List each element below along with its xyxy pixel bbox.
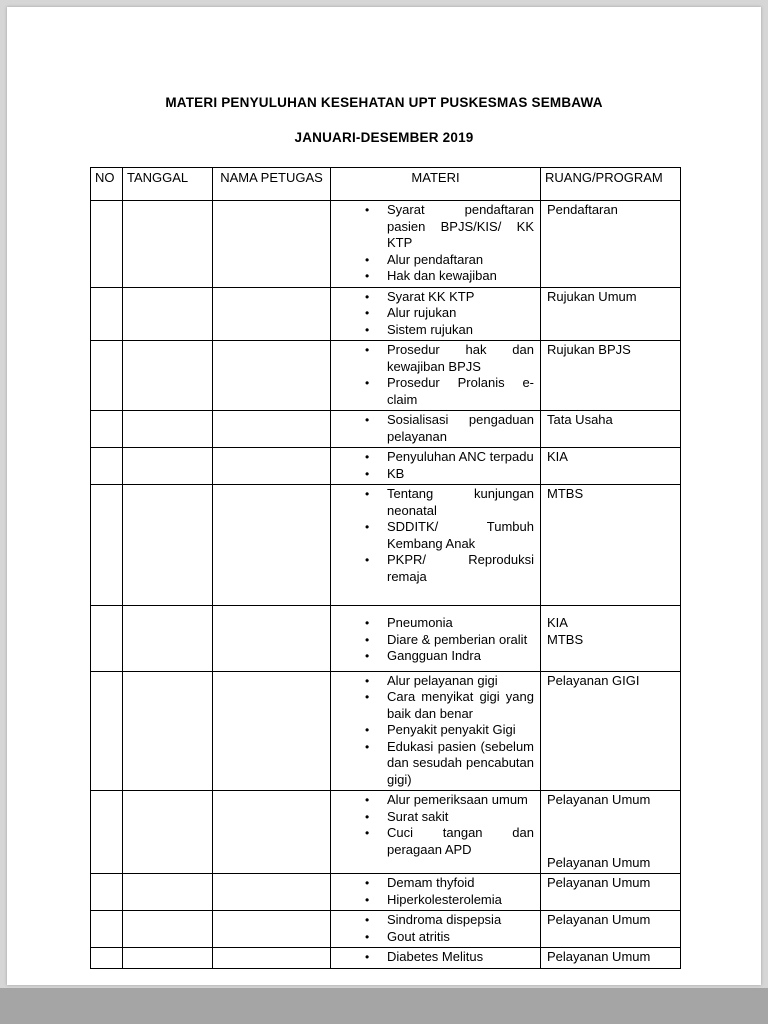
bullet-icon: • [365,826,370,840]
nama-cell [213,671,331,791]
materi-text: Prosedur hak dan kewajiban BPJS [387,342,534,374]
bullet-icon: • [365,306,370,320]
materi-text: Surat sakit [387,808,449,824]
header-materi: MATERI [331,168,541,201]
materi-item [337,268,534,285]
ruang-cell [541,485,681,606]
no-cell [91,606,123,672]
materi-cell [331,948,541,969]
nama-cell [213,606,331,672]
materi-text: Diabetes Melitus [387,949,484,964]
materi-text: Syarat KK KTP [387,288,475,304]
document-page [7,7,761,985]
no-cell [91,948,123,969]
materi-cell [331,874,541,911]
materi-text: Alur pendaftaran [387,251,484,267]
table-row [91,448,681,485]
materi-text: Gout atritis [387,928,450,944]
table-row [91,874,681,911]
nama-cell [213,948,331,969]
materi-item [337,892,534,909]
materi-item [337,792,534,809]
materi-item [337,912,534,929]
tanggal-cell [123,948,213,969]
materi-text: SDDITK/ Tumbuh Kembang Anak [387,519,534,551]
materi-item [337,722,534,739]
table-row [91,606,681,672]
bullet-icon: • [365,809,370,824]
tanggal-cell [123,201,213,288]
nama-cell [213,411,331,448]
bullet-icon: • [365,343,370,357]
bullet-icon: • [365,413,370,427]
materi-item [337,929,534,946]
materi-item [337,466,534,483]
ruang-cell [541,606,681,672]
page-gap-band [0,988,768,1024]
table-row [91,791,681,874]
no-cell [91,201,123,288]
bullet-icon: • [365,252,370,267]
materi-text: Sistem rujukan [387,321,473,337]
materi-text: Alur rujukan [387,305,457,320]
materi-cell [331,201,541,288]
bullet-icon: • [365,322,370,337]
header-row [91,168,681,201]
tanggal-cell [123,791,213,874]
materi-text: Edukasi pasien (sebelum dan sesudah pencabutan gigi) [387,738,534,787]
materi-item [337,252,534,269]
document-subtitle: JANUARI-DESEMBER 2019 [294,130,474,145]
materi-text: Pneumonia [387,615,453,630]
no-cell [91,448,123,485]
tanggal-cell [123,341,213,411]
ruang-cell [541,671,681,791]
bullet-icon: • [365,466,370,481]
table-row [91,411,681,448]
bullet-icon: • [365,892,370,907]
materi-item [337,949,534,966]
materi-cell [331,911,541,948]
bullet-icon: • [365,632,370,647]
materi-item [337,449,534,466]
bullet-icon: • [365,649,370,663]
materi-item [337,342,534,375]
ruang-cell [541,411,681,448]
ruang-cell [541,341,681,411]
materi-cell [331,791,541,874]
no-cell [91,874,123,911]
materi-cell [331,606,541,672]
materi-text: Cara menyikat gigi yang baik dan benar [387,689,534,721]
table-row [91,948,681,969]
materi-text: Demam thyfoid [387,875,475,890]
table-header [91,168,681,201]
tanggal-cell [123,448,213,485]
materi-cell [331,411,541,448]
materi-text: Alur pelayanan gigi [387,672,498,688]
materi-item [337,305,534,322]
table-row [91,911,681,948]
materi-item [337,689,534,722]
ruang-text: MTBS [547,631,584,647]
no-cell [91,671,123,791]
header-tanggal: TANGGAL [123,168,213,201]
materi-item [337,739,534,789]
bullet-icon: • [365,203,370,217]
nama-cell [213,791,331,874]
materi-text: Diare & pemberian oralit [387,631,528,647]
ruang-text: Tata Usaha [547,412,613,427]
ruang-text: Pelayanan Umum [547,912,651,927]
materi-item [337,375,534,408]
table-row [91,201,681,288]
ruang-text: Pelayanan GIGI [547,672,640,688]
ruang-text: KIA [547,615,568,630]
bullet-icon: • [365,793,370,807]
bullet-icon: • [365,376,370,390]
bullet-icon: • [365,487,370,501]
materi-item [337,809,534,826]
table-row [91,671,681,791]
bullet-icon: • [365,616,370,630]
nama-cell [213,341,331,411]
materi-text: Penyuluhan ANC terpadu [387,449,534,464]
materi-text: Prosedur Prolanis e-claim [387,375,534,407]
materi-text: Syarat pendaftaran pasien BPJS/KIS/ KK KTP [387,202,534,250]
table-body [91,201,681,969]
materi-text: PKPR/ Reproduksi remaja [387,552,534,584]
ruang-text: Rujukan Umum [547,288,637,304]
ruang-cell [541,948,681,969]
ruang-cell [541,448,681,485]
no-cell [91,341,123,411]
ruang-text: MTBS [547,486,584,501]
ruang-text: KIA [547,449,568,464]
materi-item [337,825,534,858]
ruang-text: Pelayanan Umum [547,792,651,807]
bullet-icon: • [365,876,370,890]
materi-text: KB [387,465,405,481]
no-cell [91,911,123,948]
ruang-text: Pelayanan Umum [547,875,651,890]
materi-cell [331,485,541,606]
materi-item [337,519,534,552]
materi-item [337,486,534,519]
page-content [7,7,761,969]
materi-cell [331,671,541,791]
nama-cell [213,201,331,288]
nama-cell [213,448,331,485]
ruang-cell [541,201,681,288]
header-ruang: RUANG/PROGRAM [541,168,681,201]
table-row [91,287,681,341]
tanggal-cell [123,485,213,606]
tanggal-cell [123,287,213,341]
no-cell [91,791,123,874]
table-row [91,485,681,606]
bullet-icon: • [365,929,370,944]
materi-text: Hiperkolesterolemia [387,891,502,907]
ruang-cell [541,287,681,341]
materi-item [337,552,534,585]
materi-cell [331,448,541,485]
ruang-text: Pendaftaran [547,202,618,217]
bullet-icon: • [365,450,370,464]
materi-text: Penyakit penyakit Gigi [387,722,516,737]
header-no: NO [91,168,123,201]
bullet-icon: • [365,269,370,283]
nama-cell [213,287,331,341]
materi-item [337,875,534,892]
tanggal-cell [123,411,213,448]
nama-cell [213,485,331,606]
materi-text: Sindroma dispepsia [387,912,502,927]
table-row [91,341,681,411]
bullet-icon: • [365,739,370,754]
bullet-icon: • [365,673,370,688]
materi-item [337,673,534,690]
no-cell [91,485,123,606]
materi-item [337,632,534,649]
ruang-text: Pelayanan Umum [547,854,651,870]
materi-text: Cuci tangan dan peragaan APD [387,825,534,857]
bullet-icon: • [365,723,370,737]
header-nama: NAMA PETUGAS [213,168,331,201]
materi-item [337,615,534,632]
bullet-icon: • [365,520,370,534]
ruang-text: Rujukan BPJS [547,342,631,357]
materi-item [337,322,534,339]
materi-text: Sosialisasi pengaduan pelayanan [387,412,534,444]
materi-item [337,412,534,445]
materi-text: Hak dan kewajiban [387,268,497,283]
materi-item [337,202,534,252]
bullet-icon: • [365,950,370,964]
ruang-cell [541,791,681,874]
bullet-icon: • [365,913,370,927]
bullet-icon: • [365,553,370,567]
materi-cell [331,341,541,411]
no-cell [91,287,123,341]
nama-cell [213,911,331,948]
materi-item [337,648,534,665]
materi-text: Gangguan Indra [387,648,481,663]
tanggal-cell [123,911,213,948]
ruang-text: Pelayanan Umum [547,949,651,964]
materi-text: Tentang kunjungan neonatal [387,486,534,518]
no-cell [91,411,123,448]
materi-cell [331,287,541,341]
materi-text: Alur pemeriksaan umum [387,792,528,807]
materi-item [337,289,534,306]
ruang-cell [541,911,681,948]
tanggal-cell [123,874,213,911]
nama-cell [213,874,331,911]
ruang-cell [541,874,681,911]
tanggal-cell [123,606,213,672]
tanggal-cell [123,671,213,791]
document-title: MATERI PENYULUHAN KESEHATAN UPT PUSKESMAS SEMBAWA [165,95,603,110]
bullet-icon: • [365,690,370,704]
materi-table [90,167,681,969]
bullet-icon: • [365,289,370,304]
